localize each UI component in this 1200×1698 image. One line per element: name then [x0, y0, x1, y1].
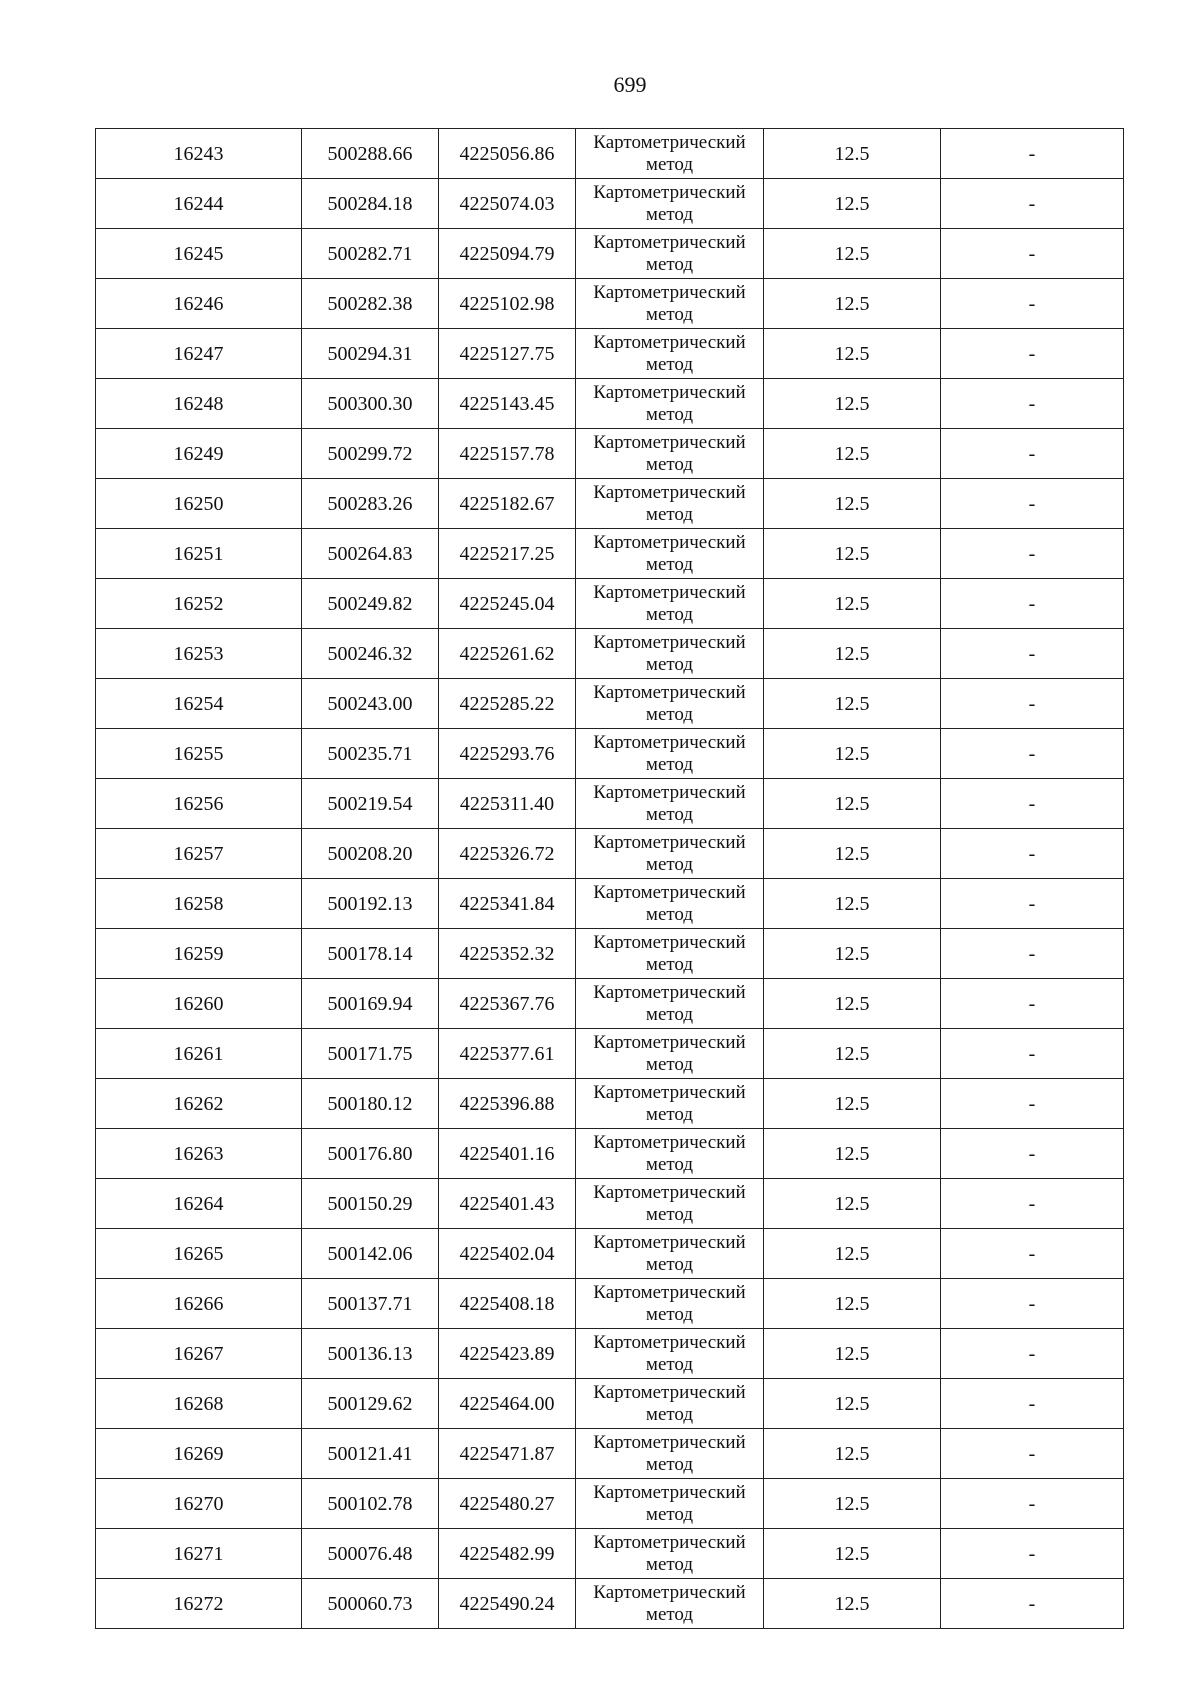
note-cell: - — [941, 1029, 1124, 1079]
method-line-1: Картометрический — [593, 281, 746, 303]
accuracy-cell: 12.5 — [764, 1379, 941, 1429]
table-row — [96, 879, 1124, 929]
method-cell — [576, 1529, 764, 1579]
method-line-2: метод — [645, 1003, 694, 1025]
table-row — [96, 1129, 1124, 1179]
method-line-2: метод — [645, 453, 694, 475]
y-coordinate-cell: 4225261.62 — [439, 629, 576, 679]
note-cell: - — [941, 779, 1124, 829]
x-coordinate-cell: 500176.80 — [302, 1129, 439, 1179]
method-line-2: метод — [645, 703, 694, 725]
point-number-cell: 16270 — [96, 1479, 302, 1529]
accuracy-cell: 12.5 — [764, 729, 941, 779]
method-line-2: метод — [645, 803, 694, 825]
table-row — [96, 1379, 1124, 1429]
table-row — [96, 1529, 1124, 1579]
method-cell — [576, 1429, 764, 1479]
accuracy-cell: 12.5 — [764, 779, 941, 829]
method-cell — [576, 579, 764, 629]
accuracy-cell: 12.5 — [764, 479, 941, 529]
x-coordinate-cell: 500283.26 — [302, 479, 439, 529]
method-line-1: Картометрический — [593, 1231, 746, 1253]
method-line-1: Картометрический — [593, 981, 746, 1003]
method-cell — [576, 1579, 764, 1629]
method-line-1: Картометрический — [593, 881, 746, 903]
method-cell — [576, 1079, 764, 1129]
method-line-1: Картометрический — [593, 1181, 746, 1203]
x-coordinate-cell: 500300.30 — [302, 379, 439, 429]
x-coordinate-cell: 500294.31 — [302, 329, 439, 379]
note-cell: - — [941, 1229, 1124, 1279]
point-number-cell: 16257 — [96, 829, 302, 879]
table-row — [96, 579, 1124, 629]
method-line-2: метод — [645, 553, 694, 575]
y-coordinate-cell: 4225217.25 — [439, 529, 576, 579]
method-line-2: метод — [645, 503, 694, 525]
point-number-cell: 16248 — [96, 379, 302, 429]
method-line-1: Картометрический — [593, 681, 746, 703]
note-cell: - — [941, 1579, 1124, 1629]
accuracy-cell: 12.5 — [764, 179, 941, 229]
accuracy-cell: 12.5 — [764, 1029, 941, 1079]
point-number-cell: 16266 — [96, 1279, 302, 1329]
method-line-2: метод — [645, 653, 694, 675]
table-row — [96, 1279, 1124, 1329]
method-cell — [576, 279, 764, 329]
method-cell — [576, 1229, 764, 1279]
note-cell: - — [941, 1529, 1124, 1579]
note-cell: - — [941, 829, 1124, 879]
y-coordinate-cell: 4225490.24 — [439, 1579, 576, 1629]
note-cell: - — [941, 879, 1124, 929]
y-coordinate-cell: 4225143.45 — [439, 379, 576, 429]
note-cell: - — [941, 1379, 1124, 1429]
y-coordinate-cell: 4225182.67 — [439, 479, 576, 529]
note-cell: - — [941, 229, 1124, 279]
y-coordinate-cell: 4225377.61 — [439, 1029, 576, 1079]
method-line-1: Картометрический — [593, 481, 746, 503]
y-coordinate-cell: 4225094.79 — [439, 229, 576, 279]
accuracy-cell: 12.5 — [764, 879, 941, 929]
note-cell: - — [941, 979, 1124, 1029]
y-coordinate-cell: 4225464.00 — [439, 1379, 576, 1429]
accuracy-cell: 12.5 — [764, 629, 941, 679]
y-coordinate-cell: 4225157.78 — [439, 429, 576, 479]
point-number-cell: 16272 — [96, 1579, 302, 1629]
table-row — [96, 629, 1124, 679]
y-coordinate-cell: 4225408.18 — [439, 1279, 576, 1329]
method-cell — [576, 529, 764, 579]
method-line-2: метод — [645, 203, 694, 225]
x-coordinate-cell: 500171.75 — [302, 1029, 439, 1079]
method-cell — [576, 179, 764, 229]
method-line-2: метод — [645, 1153, 694, 1175]
x-coordinate-cell: 500282.38 — [302, 279, 439, 329]
method-line-1: Картометрический — [593, 1131, 746, 1153]
point-number-cell: 16246 — [96, 279, 302, 329]
y-coordinate-cell: 4225352.32 — [439, 929, 576, 979]
method-cell — [576, 1179, 764, 1229]
accuracy-cell: 12.5 — [764, 1179, 941, 1229]
y-coordinate-cell: 4225293.76 — [439, 729, 576, 779]
y-coordinate-cell: 4225074.03 — [439, 179, 576, 229]
x-coordinate-cell: 500243.00 — [302, 679, 439, 729]
method-line-1: Картометрический — [593, 631, 746, 653]
table-row — [96, 129, 1124, 179]
note-cell: - — [941, 1279, 1124, 1329]
method-line-1: Картометрический — [593, 1431, 746, 1453]
table-row — [96, 479, 1124, 529]
method-line-2: метод — [645, 603, 694, 625]
method-cell — [576, 1379, 764, 1429]
point-number-cell: 16258 — [96, 879, 302, 929]
point-number-cell: 16252 — [96, 579, 302, 629]
method-line-2: метод — [645, 903, 694, 925]
x-coordinate-cell: 500136.13 — [302, 1329, 439, 1379]
table-row — [96, 179, 1124, 229]
accuracy-cell: 12.5 — [764, 1429, 941, 1479]
method-line-2: метод — [645, 153, 694, 175]
x-coordinate-cell: 500150.29 — [302, 1179, 439, 1229]
table-row — [96, 1179, 1124, 1229]
x-coordinate-cell: 500142.06 — [302, 1229, 439, 1279]
method-line-1: Картометрический — [593, 381, 746, 403]
accuracy-cell: 12.5 — [764, 529, 941, 579]
accuracy-cell: 12.5 — [764, 979, 941, 1029]
x-coordinate-cell: 500178.14 — [302, 929, 439, 979]
accuracy-cell: 12.5 — [764, 1479, 941, 1529]
y-coordinate-cell: 4225471.87 — [439, 1429, 576, 1479]
table-row — [96, 1029, 1124, 1079]
method-cell — [576, 929, 764, 979]
method-line-1: Картометрический — [593, 731, 746, 753]
method-line-2: метод — [645, 1203, 694, 1225]
x-coordinate-cell: 500076.48 — [302, 1529, 439, 1579]
note-cell: - — [941, 1129, 1124, 1179]
method-line-1: Картометрический — [593, 1331, 746, 1353]
method-cell — [576, 779, 764, 829]
method-line-1: Картометрический — [593, 1531, 746, 1553]
table-row — [96, 1429, 1124, 1479]
table-row — [96, 1229, 1124, 1279]
method-line-2: метод — [645, 1503, 694, 1525]
point-number-cell: 16256 — [96, 779, 302, 829]
point-number-cell: 16253 — [96, 629, 302, 679]
point-number-cell: 16255 — [96, 729, 302, 779]
point-number-cell: 16264 — [96, 1179, 302, 1229]
x-coordinate-cell: 500102.78 — [302, 1479, 439, 1529]
x-coordinate-cell: 500246.32 — [302, 629, 439, 679]
note-cell: - — [941, 629, 1124, 679]
y-coordinate-cell: 4225285.22 — [439, 679, 576, 729]
table-row — [96, 379, 1124, 429]
method-line-1: Картометрический — [593, 1481, 746, 1503]
method-cell — [576, 1129, 764, 1179]
note-cell: - — [941, 1479, 1124, 1529]
x-coordinate-cell: 500299.72 — [302, 429, 439, 479]
y-coordinate-cell: 4225245.04 — [439, 579, 576, 629]
table-row — [96, 1079, 1124, 1129]
method-line-2: метод — [645, 853, 694, 875]
point-number-cell: 16244 — [96, 179, 302, 229]
method-cell — [576, 429, 764, 479]
accuracy-cell: 12.5 — [764, 129, 941, 179]
table-row — [96, 429, 1124, 479]
accuracy-cell: 12.5 — [764, 1579, 941, 1629]
accuracy-cell: 12.5 — [764, 379, 941, 429]
accuracy-cell: 12.5 — [764, 229, 941, 279]
table-row — [96, 679, 1124, 729]
method-line-2: метод — [645, 1453, 694, 1475]
note-cell: - — [941, 729, 1124, 779]
x-coordinate-cell: 500264.83 — [302, 529, 439, 579]
y-coordinate-cell: 4225102.98 — [439, 279, 576, 329]
method-line-2: метод — [645, 253, 694, 275]
accuracy-cell: 12.5 — [764, 329, 941, 379]
point-number-cell: 16250 — [96, 479, 302, 529]
method-cell — [576, 1029, 764, 1079]
method-cell — [576, 379, 764, 429]
method-line-1: Картометрический — [593, 131, 746, 153]
method-line-2: метод — [645, 1303, 694, 1325]
table-row — [96, 529, 1124, 579]
point-number-cell: 16259 — [96, 929, 302, 979]
table-row — [96, 779, 1124, 829]
method-cell — [576, 129, 764, 179]
point-number-cell: 16243 — [96, 129, 302, 179]
page-number: 699 — [613, 72, 647, 97]
x-coordinate-cell: 500284.18 — [302, 179, 439, 229]
point-number-cell: 16262 — [96, 1079, 302, 1129]
accuracy-cell: 12.5 — [764, 679, 941, 729]
note-cell: - — [941, 1179, 1124, 1229]
table-row — [96, 1329, 1124, 1379]
note-cell: - — [941, 1079, 1124, 1129]
method-line-1: Картометрический — [593, 231, 746, 253]
point-number-cell: 16271 — [96, 1529, 302, 1579]
y-coordinate-cell: 4225423.89 — [439, 1329, 576, 1379]
method-cell — [576, 329, 764, 379]
method-cell — [576, 229, 764, 279]
y-coordinate-cell: 4225341.84 — [439, 879, 576, 929]
method-line-2: метод — [645, 303, 694, 325]
method-line-1: Картометрический — [593, 1381, 746, 1403]
method-cell — [576, 1329, 764, 1379]
method-line-1: Картометрический — [593, 581, 746, 603]
point-number-cell: 16261 — [96, 1029, 302, 1079]
note-cell: - — [941, 479, 1124, 529]
table-row — [96, 329, 1124, 379]
note-cell: - — [941, 1429, 1124, 1479]
method-line-1: Картометрический — [593, 181, 746, 203]
y-coordinate-cell: 4225482.99 — [439, 1529, 576, 1579]
method-line-1: Картометрический — [593, 1031, 746, 1053]
table-row — [96, 1479, 1124, 1529]
y-coordinate-cell: 4225402.04 — [439, 1229, 576, 1279]
x-coordinate-cell: 500169.94 — [302, 979, 439, 1029]
x-coordinate-cell: 500288.66 — [302, 129, 439, 179]
x-coordinate-cell: 500219.54 — [302, 779, 439, 829]
y-coordinate-cell: 4225367.76 — [439, 979, 576, 1029]
table-row — [96, 979, 1124, 1029]
y-coordinate-cell: 4225311.40 — [439, 779, 576, 829]
note-cell: - — [941, 1329, 1124, 1379]
y-coordinate-cell: 4225326.72 — [439, 829, 576, 879]
x-coordinate-cell: 500180.12 — [302, 1079, 439, 1129]
note-cell: - — [941, 379, 1124, 429]
y-coordinate-cell: 4225396.88 — [439, 1079, 576, 1129]
method-line-1: Картометрический — [593, 1281, 746, 1303]
x-coordinate-cell: 500235.71 — [302, 729, 439, 779]
method-line-2: метод — [645, 403, 694, 425]
table-row — [96, 729, 1124, 779]
method-line-1: Картометрический — [593, 781, 746, 803]
accuracy-cell: 12.5 — [764, 429, 941, 479]
method-line-2: метод — [645, 353, 694, 375]
point-number-cell: 16260 — [96, 979, 302, 1029]
method-line-1: Картометрический — [593, 831, 746, 853]
table-row — [96, 279, 1124, 329]
note-cell: - — [941, 129, 1124, 179]
point-number-cell: 16249 — [96, 429, 302, 479]
note-cell: - — [941, 279, 1124, 329]
accuracy-cell: 12.5 — [764, 1079, 941, 1129]
point-number-cell: 16245 — [96, 229, 302, 279]
method-line-2: метод — [645, 1103, 694, 1125]
y-coordinate-cell: 4225401.43 — [439, 1179, 576, 1229]
method-line-1: Картометрический — [593, 1081, 746, 1103]
note-cell: - — [941, 929, 1124, 979]
note-cell: - — [941, 329, 1124, 379]
table-row — [96, 829, 1124, 879]
accuracy-cell: 12.5 — [764, 1529, 941, 1579]
x-coordinate-cell: 500129.62 — [302, 1379, 439, 1429]
note-cell: - — [941, 179, 1124, 229]
y-coordinate-cell: 4225401.16 — [439, 1129, 576, 1179]
x-coordinate-cell: 500249.82 — [302, 579, 439, 629]
point-number-cell: 16265 — [96, 1229, 302, 1279]
method-line-1: Картометрический — [593, 531, 746, 553]
method-line-2: метод — [645, 1253, 694, 1275]
method-cell — [576, 1279, 764, 1329]
note-cell: - — [941, 679, 1124, 729]
note-cell: - — [941, 529, 1124, 579]
method-line-1: Картометрический — [593, 1581, 746, 1603]
point-number-cell: 16251 — [96, 529, 302, 579]
method-line-2: метод — [645, 1053, 694, 1075]
method-line-2: метод — [645, 753, 694, 775]
method-line-1: Картометрический — [593, 931, 746, 953]
method-cell — [576, 879, 764, 929]
table-row — [96, 929, 1124, 979]
method-line-1: Картометрический — [593, 331, 746, 353]
method-cell — [576, 979, 764, 1029]
method-cell — [576, 679, 764, 729]
y-coordinate-cell: 4225127.75 — [439, 329, 576, 379]
accuracy-cell: 12.5 — [764, 829, 941, 879]
method-cell — [576, 629, 764, 679]
x-coordinate-cell: 500137.71 — [302, 1279, 439, 1329]
method-cell — [576, 829, 764, 879]
y-coordinate-cell: 4225480.27 — [439, 1479, 576, 1529]
coordinates-table — [95, 128, 1124, 1629]
method-line-2: метод — [645, 1553, 694, 1575]
point-number-cell: 16268 — [96, 1379, 302, 1429]
accuracy-cell: 12.5 — [764, 929, 941, 979]
x-coordinate-cell: 500060.73 — [302, 1579, 439, 1629]
point-number-cell: 16267 — [96, 1329, 302, 1379]
method-cell — [576, 729, 764, 779]
accuracy-cell: 12.5 — [764, 1229, 941, 1279]
method-line-2: метод — [645, 1403, 694, 1425]
accuracy-cell: 12.5 — [764, 1129, 941, 1179]
accuracy-cell: 12.5 — [764, 279, 941, 329]
method-cell — [576, 479, 764, 529]
y-coordinate-cell: 4225056.86 — [439, 129, 576, 179]
method-line-2: метод — [645, 953, 694, 975]
x-coordinate-cell: 500192.13 — [302, 879, 439, 929]
accuracy-cell: 12.5 — [764, 579, 941, 629]
method-cell — [576, 1479, 764, 1529]
accuracy-cell: 12.5 — [764, 1329, 941, 1379]
coordinates-table-body — [96, 129, 1124, 1629]
note-cell: - — [941, 429, 1124, 479]
point-number-cell: 16263 — [96, 1129, 302, 1179]
x-coordinate-cell: 500208.20 — [302, 829, 439, 879]
table-row — [96, 1579, 1124, 1629]
method-line-2: метод — [645, 1353, 694, 1375]
x-coordinate-cell: 500121.41 — [302, 1429, 439, 1479]
method-line-1: Картометрический — [593, 431, 746, 453]
point-number-cell: 16247 — [96, 329, 302, 379]
point-number-cell: 16269 — [96, 1429, 302, 1479]
table-row — [96, 229, 1124, 279]
note-cell: - — [941, 579, 1124, 629]
point-number-cell: 16254 — [96, 679, 302, 729]
method-line-2: метод — [645, 1603, 694, 1625]
accuracy-cell: 12.5 — [764, 1279, 941, 1329]
x-coordinate-cell: 500282.71 — [302, 229, 439, 279]
